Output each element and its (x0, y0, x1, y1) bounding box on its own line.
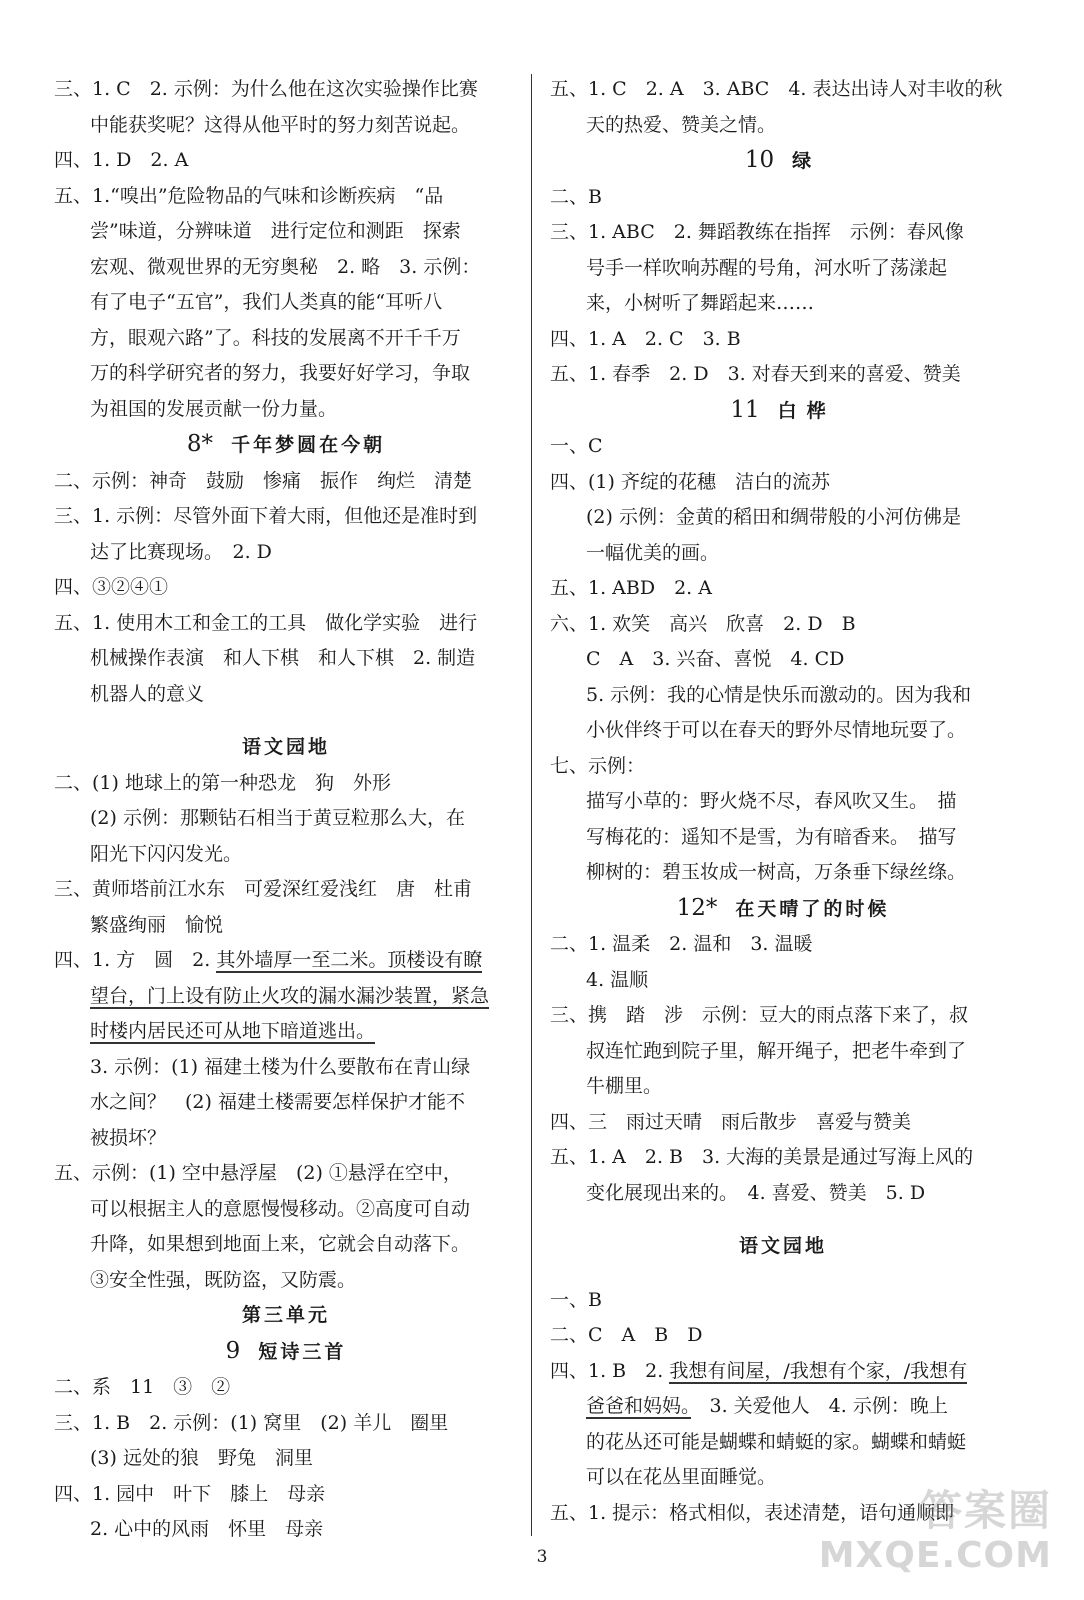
answer-line: 小伙伴终于可以在春天的野外尽情地玩耍了。 (586, 719, 967, 741)
answer-line: 4. 温顺 (586, 968, 649, 991)
underlined-phrase: 时楼内居民还可从地下暗道逃出。 (90, 1020, 376, 1042)
answer-line: 来，小树听了舞蹈起来…… (586, 292, 815, 314)
lesson-number: 12* (676, 894, 718, 921)
answer-line: ③安全性强，既防盗，又防震。 (90, 1268, 357, 1291)
answer-line: 四、(1) 齐绽的花穗 洁白的流苏 (550, 470, 830, 493)
answer-line: 二、(1) 地球上的第一种恐龙 狗 外形 (54, 771, 391, 794)
answer-line: 五、1. ABD 2. A (550, 577, 712, 599)
section-title: 短诗三首 (258, 1340, 347, 1363)
column-divider (531, 74, 532, 1536)
answer-line: 写梅花的：遥知不是雪，为有暗香来。 描写 (586, 825, 957, 848)
section-heading (550, 1229, 1016, 1265)
answer-line: 升降，如果想到地面上来，它就会自动落下。 (90, 1233, 471, 1255)
answer-line: 四、1. B 2. 我想有间屋，/我想有个家，/我想有 (550, 1359, 968, 1382)
answer-line: 五、1. 春季 2. D 3. 对春天到来的喜爱、赞美 (550, 363, 961, 385)
answer-line: 2. 心中的风雨 怀里 母亲 (90, 1518, 324, 1540)
answer-line: 中能获奖呢？这得从他平时的努力刻苦说起。 (90, 113, 471, 136)
answer-line: 六、1. 欢笑 高兴 欣喜 2. D B (550, 612, 856, 635)
section-heading (54, 427, 518, 464)
section-heading (550, 891, 1016, 928)
answer-line: 的花丛还可能是蝴蝶和蜻蜓的家。蝴蝶和蜻蜓 (586, 1430, 967, 1453)
answer-line: 可以根据主人的意愿慢慢移动。②高度可自动 (90, 1197, 471, 1220)
answer-line: 柳树的：碧玉妆成一树高，万条垂下绿丝绦。 (586, 861, 967, 883)
answer-line: 四、1. 园中 叶下 膝上 母亲 (54, 1482, 326, 1505)
watermark-sub: MXQE.COM (818, 1535, 1052, 1576)
answer-line: 三、黄师塔前江水东 可爱深红爱浅红 唐 杜甫 (54, 878, 473, 900)
section-title: 在天晴了的时候 (735, 897, 890, 920)
answer-line: 为祖国的发展贡献一份力量。 (90, 397, 338, 420)
answer-line: 七、示例： (550, 754, 646, 777)
watermark-logo (819, 1486, 1052, 1576)
answer-line: 被损坏？ (90, 1126, 167, 1149)
underlined-phrase: 望台，门上设有防止火攻的漏水漏沙装置，紧急 (90, 984, 490, 1007)
answer-line: 天的热爱、赞美之情。 (586, 113, 777, 136)
answer-line: 机械操作表演 和人下棋 和人下棋 2. 制造 (90, 647, 476, 669)
answer-line: 二、1. 温柔 2. 温和 3. 温暖 (550, 933, 813, 955)
lesson-number: 10 (744, 147, 775, 173)
answer-line: 繁盛绚丽 愉悦 (90, 913, 224, 936)
section-title: 千年梦圆在今朝 (231, 434, 386, 456)
answer-line: 二、示例：神奇 鼓励 惨痛 振作 绚烂 清楚 (54, 469, 473, 492)
lesson-number: 11 (730, 396, 760, 423)
left-column (54, 72, 518, 1548)
section-heading (54, 1334, 518, 1371)
section-heading (550, 143, 1016, 180)
answer-line: 5. 示例：我的心情是快乐而激动的。因为我和 (586, 683, 972, 706)
watermark-main: 答案圈 (919, 1486, 1052, 1535)
answer-line: 二、B (550, 185, 602, 208)
answer-line: (2) 示例：金黄的稻田和绸带般的小河仿佛是 (586, 506, 961, 528)
answer-line: 五、1. 提示：格式相似，表述清楚，语句通顺即 (550, 1501, 955, 1524)
answer-line: 五、示例：(1) 空中悬浮屋 (2) ①悬浮在空中， (54, 1162, 462, 1184)
underlined-phrase: 爸爸和妈妈。 (586, 1395, 691, 1417)
answer-line: 四、1. 方 圆 2. 其外墙厚一至二米。顶楼设有瞭 (54, 949, 483, 971)
answer-line: 五、1. C 2. A 3. ABC 4. 表达出诗人对丰收的秋 (550, 78, 1003, 100)
answer-line: 一、B (550, 1288, 602, 1311)
answer-line: 有了电子“五官”，我们人类真的能“耳听八 (90, 291, 443, 313)
answer-line: 爸爸和妈妈。 3. 关爱他人 4. 示例：晚上 (586, 1395, 948, 1417)
underlined-phrase: 我想有间屋，/我想有个家，/我想有 (669, 1359, 968, 1382)
answer-line: 描写小草的：野火烧不尽，春风吹又生。 描 (586, 790, 957, 812)
spacer (550, 1211, 1016, 1229)
answer-line: 宏观、微观世界的无穷奥秘 2. 略 3. 示例： (90, 255, 481, 278)
section-heading (54, 1298, 518, 1334)
lesson-number: 8* (186, 431, 214, 457)
section-heading (54, 730, 518, 766)
answer-line: 二、系 11 ③ ② (54, 1376, 231, 1398)
answer-line: 牛棚里。 (586, 1075, 663, 1097)
lesson-number: 9 (225, 1337, 241, 1364)
answer-line: 三、1. ABC 2. 舞蹈教练在指挥 示例：春风像 (550, 221, 964, 243)
spacer (54, 712, 518, 730)
answer-line: 一、C (550, 435, 603, 457)
answer-line: (2) 示例：那颗钻石相当于黄豆粒那么大，在 (90, 807, 465, 829)
answer-line: 五、1. A 2. B 3. 大海的美景是通过写海上风的 (550, 1146, 974, 1168)
answer-line: 3. 示例：(1) 福建土楼为什么要散布在青山绿 (90, 1055, 471, 1078)
section-title: 绿 (792, 150, 822, 172)
answer-line: 二、C A B D (550, 1324, 703, 1346)
answer-line: 一幅优美的画。 (586, 541, 720, 564)
section-title: 第三单元 (241, 1304, 330, 1326)
underlined-phrase: 其外墙厚一至二米。顶楼设有瞭 (216, 949, 483, 971)
answer-line: 达了比赛现场。 2. D (90, 540, 272, 563)
answer-line: 三、携 踏 涉 示例：豆大的雨点落下来了，叔 (550, 1004, 969, 1026)
answer-line: 水之间？ (2) 福建土楼需要怎样保护才能不 (90, 1091, 465, 1113)
answer-line: 四、三 雨过天晴 雨后散步 喜爱与赞美 (550, 1110, 912, 1133)
answer-line: 尝”味道，分辨味道 进行定位和测距 探索 (90, 220, 461, 242)
answer-line: 阳光下闪闪发光。 (90, 842, 243, 865)
right-column (550, 72, 1016, 1531)
answer-line: 万的科学研究者的努力，我要好好学习，争取 (90, 362, 471, 384)
answer-line (54, 1014, 518, 1050)
answer-line: 可以在花丛里面睡觉。 (586, 1466, 777, 1488)
spacer (550, 1265, 1016, 1283)
answer-line: C A 3. 兴奋、喜悦 4. CD (586, 648, 845, 670)
answer-line: 四、1. A 2. C 3. B (550, 327, 741, 350)
section-title: 语文园地 (241, 736, 330, 758)
answer-line: 叔连忙跑到院子里，解开绳子，把老牛牵到了 (586, 1039, 967, 1062)
page-number: 3 (536, 1547, 548, 1567)
answer-line: 三、1. C 2. 示例：为什么他在这次实验操作比赛 (54, 78, 478, 100)
answer-line: 四、③②④① (54, 576, 169, 598)
answer-line: 五、1. 使用木工和金工的工具 做化学实验 进行 (54, 611, 478, 634)
section-title: 白桦 (777, 399, 836, 422)
section-heading (550, 393, 1016, 430)
answer-line: 五、1.“嗅出”危险物品的气味和诊断疾病 “品 (54, 184, 444, 207)
answer-line: 三、1. B 2. 示例：(1) 窝里 (2) 羊儿 圈里 (54, 1411, 449, 1434)
section-title: 语文园地 (738, 1235, 827, 1257)
answer-line (54, 979, 518, 1015)
answer-line: 方，眼观六路”了。科技的发展离不开千千万 (90, 326, 461, 349)
answer-line: 机器人的意义 (90, 682, 205, 705)
answer-line: 号手一样吹响苏醒的号角，河水听了荡漾起 (586, 256, 948, 279)
answer-line: 三、1. 示例：尽管外面下着大雨，但他还是准时到 (54, 505, 478, 527)
answer-line: 四、1. D 2. A (54, 149, 189, 171)
answer-line: (3) 远处的狼 野兔 洞里 (90, 1447, 313, 1469)
answer-line: 变化展现出来的。 4. 喜爱、赞美 5. D (586, 1181, 926, 1204)
